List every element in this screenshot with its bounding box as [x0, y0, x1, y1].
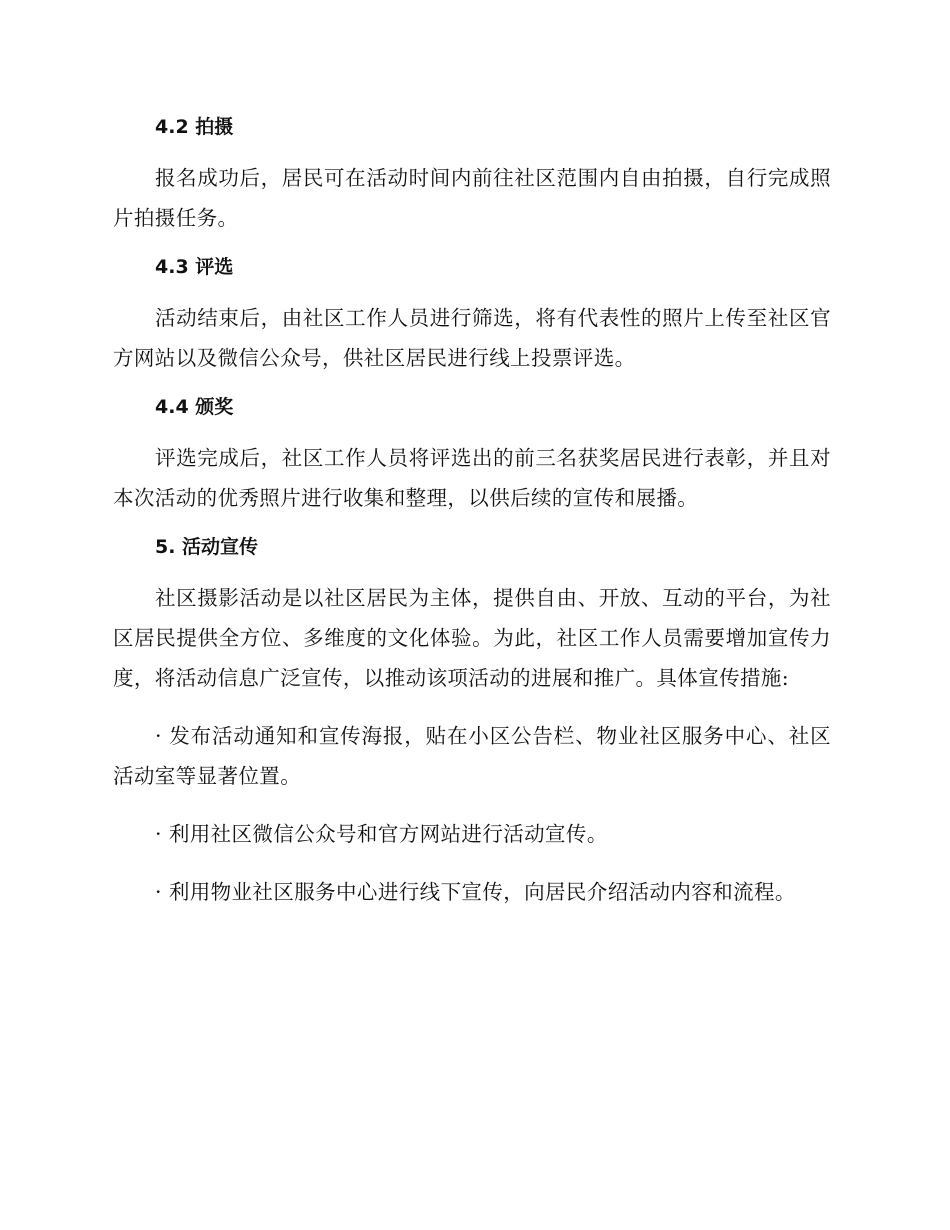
section-body-4-3: 活动结束后，由社区工作人员进行筛选，将有代表性的照片上传至社区官方网站以及微信公众号，供社区居民进行线上投票评选。 — [113, 306, 831, 370]
section-heading-5: 5. 活动宣传 — [155, 536, 259, 558]
section-body-4-2: 报名成功后，居民可在活动时间内前往社区范围内自由拍摄，自行完成照片拍摄任务。 — [113, 166, 831, 230]
section-heading-4-4: 4.4 颁奖 — [155, 396, 234, 418]
section-body-4-4: 评选完成后，社区工作人员将评选出的前三名获奖居民进行表彰，并且对本次活动的优秀照片进行收集和整理，以供后续的宣传和展播。 — [113, 446, 831, 510]
bullet-item-1: · 发布活动通知和宣传海报，贴在小区公告栏、物业社区服务中心、社区活动室等显著位置。 — [113, 724, 831, 788]
section-body-5: 社区摄影活动是以社区居民为主体，提供自由、开放、互动的平台，为社区居民提供全方位、多维度的文化体验。为此，社区工作人员需要增加宣传力度，将活动信息广泛宣传，以推动该项活动的进展和推广。具体宣传措施: — [113, 586, 831, 690]
section-heading-4-2: 4.2 拍摄 — [155, 116, 234, 138]
bullet-item-2: · 利用社区微信公众号和官方网站进行活动宣传。 — [155, 822, 608, 846]
bullet-item-3: · 利用物业社区服务中心进行线下宣传，向居民介绍活动内容和流程。 — [155, 880, 796, 904]
document-content — [113, 110, 831, 912]
section-heading-4-3: 4.3 评选 — [155, 256, 234, 278]
